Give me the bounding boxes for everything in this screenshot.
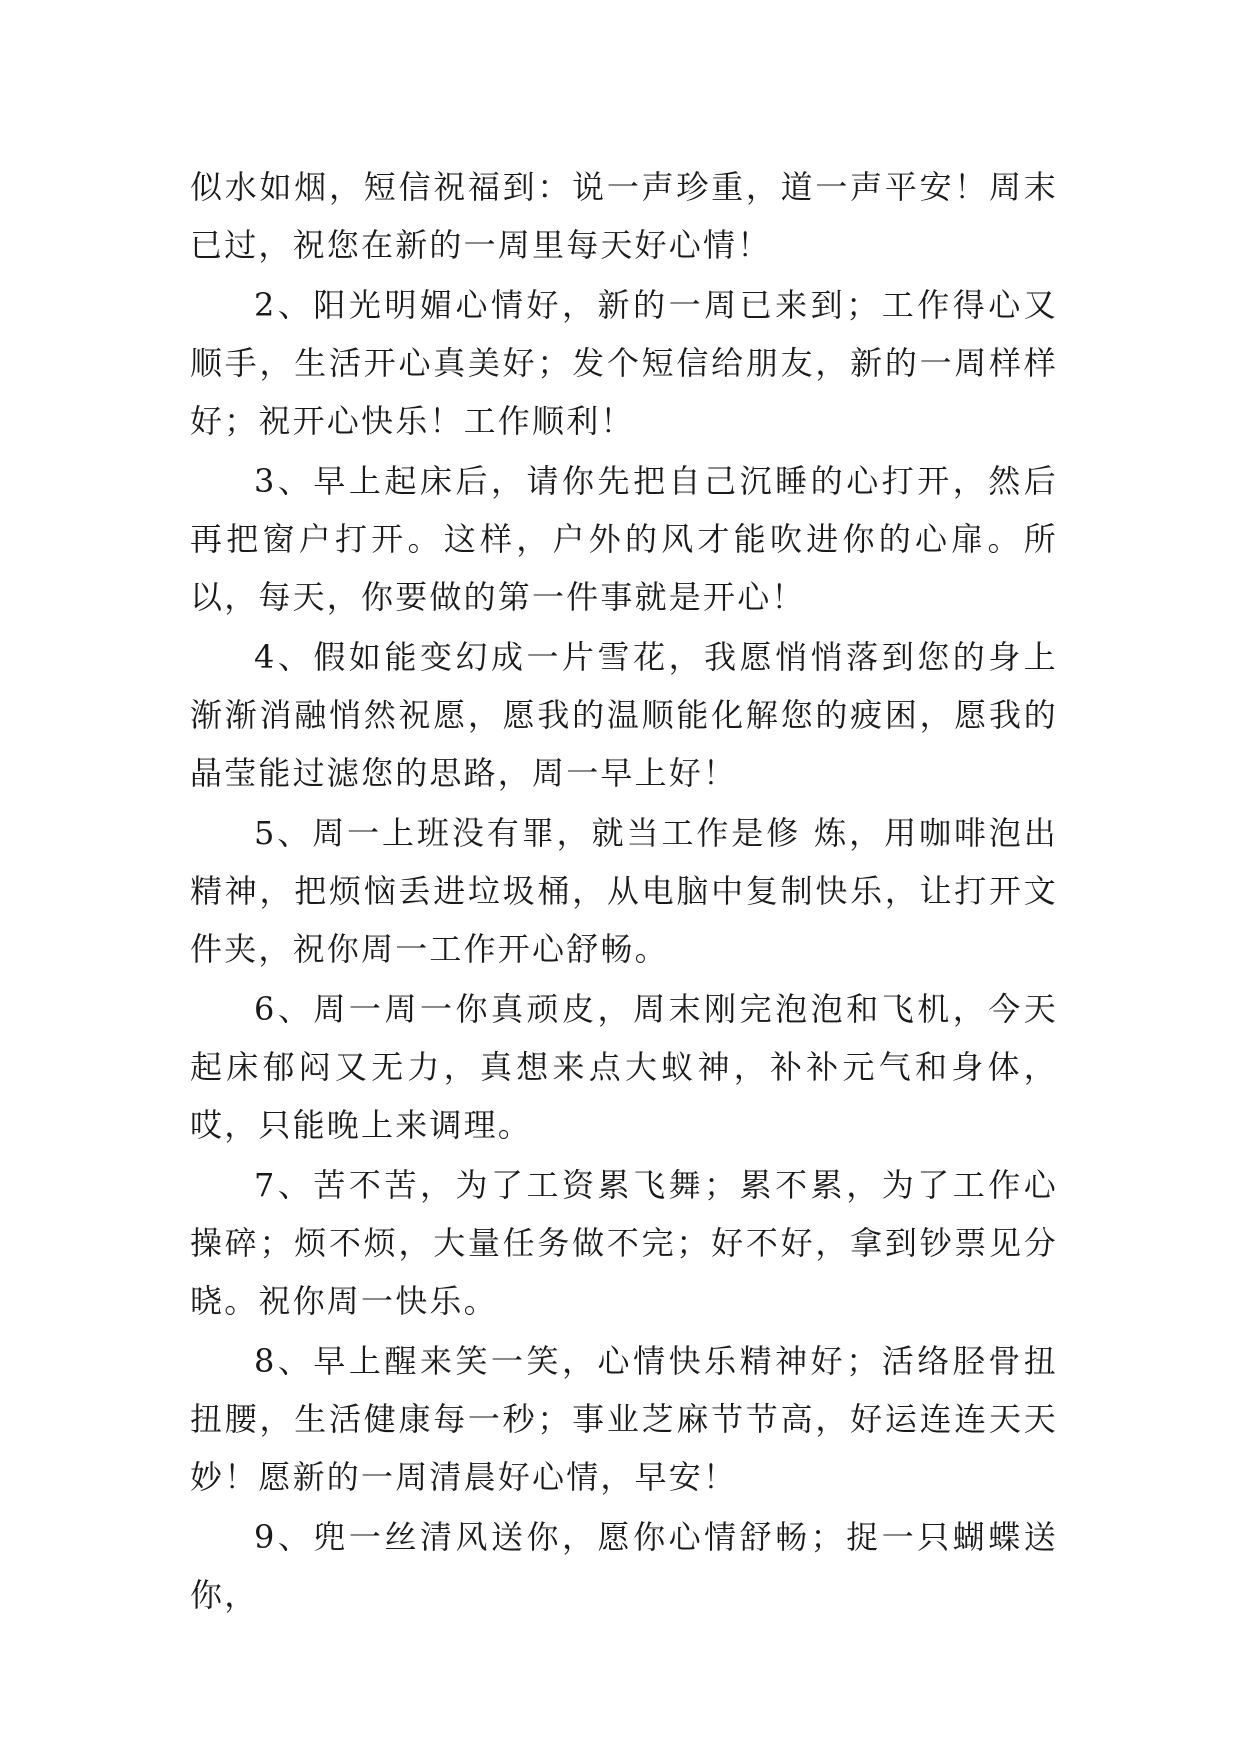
paragraph: 3、早上起床后，请你先把自己沉睡的心打开，然后再把窗户打开。这样，户外的风才能吹进你的心扉。所以，每天，你要做的第一件事就是开心！	[190, 462, 1058, 616]
paragraph: 2、阳光明媚心情好，新的一周已来到；工作得心又顺手，生活开心真美好；发个短信给朋友，新的一周样样好；祝开心快乐！工作顺利！	[190, 286, 1058, 440]
paragraph: 9、兜一丝清风送你，愿你心情舒畅；捉一只蝴蝶送你，	[190, 1518, 1058, 1614]
paragraph: 8、早上醒来笑一笑，心情快乐精神好；活络胫骨扭扭腰，生活健康每一秒；事业芝麻节节高，好运连连天天妙！愿新的一周清晨好心情，早安！	[190, 1342, 1058, 1496]
paragraph: 似水如烟，短信祝福到：说一声珍重，道一声平安！周末已过，祝您在新的一周里每天好心情！	[190, 168, 1058, 264]
paragraph: 5、周一上班没有罪，就当工作是修 炼，用咖啡泡出精神，把烦恼丢进垃圾桶，从电脑中复制快乐，让打开文件夹，祝你周一工作开心舒畅。	[190, 814, 1058, 968]
paragraph: 4、假如能变幻成一片雪花，我愿悄悄落到您的身上渐渐消融悄然祝愿，愿我的温顺能化解您的疲困，愿我的晶莹能过滤您的思路，周一早上好！	[190, 638, 1058, 792]
paragraph: 6、周一周一你真顽皮，周末刚完泡泡和飞机，今天起床郁闷又无力，真想来点大蚁神，补补元气和身体，哎，只能晚上来调理。	[190, 990, 1058, 1144]
document-body	[190, 158, 1058, 1626]
paragraph: 7、苦不苦，为了工资累飞舞；累不累，为了工作心操碎；烦不烦，大量任务做不完；好不好，拿到钞票见分晓。祝你周一快乐。	[190, 1166, 1058, 1320]
